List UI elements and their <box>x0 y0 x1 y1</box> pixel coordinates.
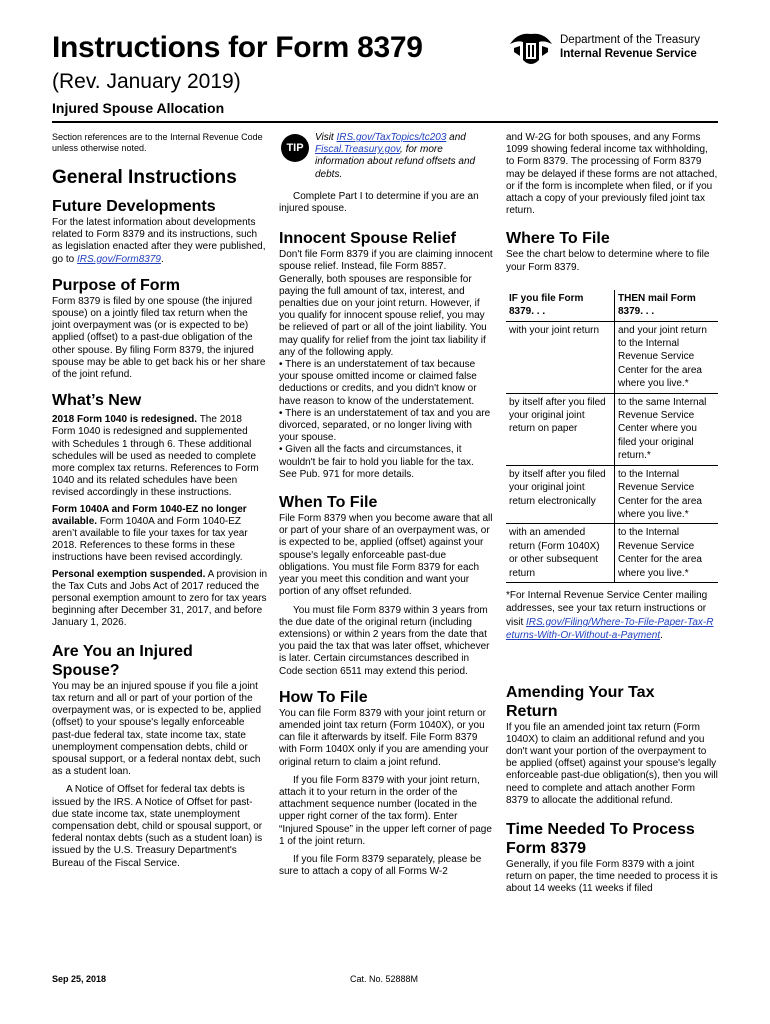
footer-cat-number: Cat. No. 52888M <box>350 974 419 984</box>
bullet-text: There is an understatement of tax because your spouse omitted income or claimed false deductions or credits, and you didn't know or have reason to know of the understatement. <box>279 359 477 407</box>
when-to-file-text-2: You must file Form 8379 within 3 years from the due date of the original return (including extensions) or within 2 years from the date that you paid the tax that was later offset, whichever is later. Certain circumstances described in Code section 6511 may extend this period. <box>279 604 490 677</box>
tip-and: and <box>449 132 466 143</box>
future-developments-text: For the latest information about developments related to Form 8379 and its instructions, such as legislation enacted after they were published, go to IRS.gov/Form8379. <box>52 217 266 265</box>
how-to-file-text-1: You can file Form 8379 with your joint return or amended joint tax return (Form 1040X), or you can file it afterwards by itself. File Form 8379 with Form 1040X only if you are amending your original return to claim a joint refund. <box>279 707 489 768</box>
new-item-1-text: The 2018 Form 1040 is redesigned and supplemented with Schedules 1 through 6. These additional schedules will be used as needed to complete more complex tax returns. References to Form 1040 and its related schedules have been revised accordingly in these instructions. <box>52 414 259 499</box>
table-row <box>506 524 718 583</box>
when-to-file-heading: When To File <box>279 494 378 512</box>
column-2 <box>279 132 493 878</box>
whats-new-heading: What’s New <box>52 392 142 410</box>
bullet-text: There is an understatement of tax and you are divorced, separated, or no longer living with your spouse. <box>279 407 491 444</box>
tip-block <box>279 132 493 181</box>
form-title: Instructions for Form 8379 <box>52 31 423 64</box>
footnote-text: *For Internal Revenue Service Center mailing addresses, see your tax return instructions or visit <box>506 589 708 628</box>
table-cell: to the Internal Revenue Service Center for the area where you live.* <box>618 527 702 579</box>
new-item-exemption <box>52 569 268 630</box>
tax-topics-link[interactable]: IRS.gov/TaxTopics/tc203 <box>336 132 447 143</box>
form-subtitle: Injured Spouse Allocation <box>52 100 225 116</box>
bullet-item <box>279 408 493 445</box>
new-item-1040a-ez <box>52 504 268 565</box>
how-to-file-heading: How To File <box>279 688 368 706</box>
revision-line: (Rev. January 2019) <box>52 70 241 93</box>
table-cell: to the same Internal Revenue Service Center where you filed your original return.* <box>618 396 707 462</box>
table-cell: with an amended return (Form 1040X) or other subsequent return <box>506 524 615 583</box>
bullet-glyph: • <box>279 359 283 371</box>
injured-spouse-text-1: You may be an injured spouse if you file a joint tax return and all or part of your portion of the overpayment was, or is expected to be, applied (offset) to your spouse's legally enforceable past-due federal tax, state income tax, state unemployment compensation debts, child or spousal support, or a federal nontax debt, such as a student loan. <box>52 680 262 778</box>
table-row <box>506 465 718 524</box>
fiscal-treasury-link[interactable]: Fiscal.Treasury.gov <box>315 144 401 156</box>
bullet-glyph: • <box>279 407 283 419</box>
table-cell: by itself after you filed your original joint return electronically <box>506 465 615 524</box>
where-to-file-table <box>506 290 718 583</box>
complete-part-i-text: Complete Part I to determine if you are an injured spouse. <box>279 190 479 215</box>
new-item-3-title: Personal exemption suspended. <box>52 568 206 580</box>
table-footnote: *For Internal Revenue Service Center mailing addresses, see your tax return instructions or visit IRS.gov/Filing/Where-To-File-Paper-Tax-Returns-With-Or-Without-a-Payment. <box>506 589 714 642</box>
amending-heading: Amending Your Tax Return <box>506 683 655 720</box>
new-item-2-text: Form 1040A and Form 1040-EZ aren’t available to file your taxes for tax year 2018. References to these forms in these instructions have been revised accordingly. <box>52 515 248 564</box>
header-rule <box>52 121 718 123</box>
section-reference-note: Section references are to the Internal Revenue Code unless otherwise noted. <box>52 132 263 153</box>
column-3 <box>506 132 718 896</box>
new-item-1040-redesign <box>52 414 268 499</box>
innocent-spouse-heading: Innocent Spouse Relief <box>279 230 456 248</box>
general-instructions-heading: General Instructions <box>52 167 237 188</box>
where-to-file-text: See the chart below to determine where to file your Form 8379. <box>506 249 710 273</box>
table-header-if: IF you file Form 8379. . . <box>506 290 615 321</box>
tip-icon: TIP <box>281 134 309 162</box>
w2-continuation-text: and W-2G for both spouses, and any Forms 1099 showing federal income tax withholding, to Form 8379. The processing of Form 8379 may be delayed if these forms are not attached, or if the form is incomplete when filed, or if you attach a copy of your previously filed joint tax return. <box>506 132 718 217</box>
table-cell: by itself after you filed your original joint return on paper <box>506 393 615 465</box>
agency-line-2: Internal Revenue Service <box>560 48 697 60</box>
how-to-file-text-2: If you file Form 8379 with your joint return, attach it to your return in the order of the attachment sequence number (located in the upper right corner of the tax form). Enter “Injured Spouse” in the upper left corner of page 1 of the joint return. <box>279 774 492 847</box>
future-text: For the latest information about developments related to Form 8379 and its instructions, such as legislation enacted after they were published, go to <box>52 217 266 265</box>
agency-line-1: Department of the Treasury <box>560 34 700 46</box>
time-needed-heading: Time Needed To Process Form 8379 <box>506 821 695 857</box>
bullet-item <box>279 359 493 408</box>
new-item-2-title: Form 1040A and Form 1040-EZ no longer available. <box>52 503 247 527</box>
table-cell: to the Internal Revenue Service Center for the area where you live.* <box>618 468 702 520</box>
injured-spouse-text-2: A Notice of Offset for federal tax debts is issued by the IRS. A Notice of Offset for past-due state income tax, state unemployment compensation debt, child or spousal support, or federal nontax debts (such as a student loan) is issued by the U.S. Treasury Department's Bureau of the Fiscal Service. <box>52 784 263 869</box>
irs-eagle-logo-icon <box>506 30 556 70</box>
bullet-text: Given all the facts and circumstances, it wouldn't be fair to hold you liable for the tax. <box>279 444 474 468</box>
tip-text <box>315 132 493 181</box>
injured-spouse-heading: Are You an Injured Spouse? <box>52 642 193 679</box>
amending-text: If you file an amended joint tax return (Form 1040X) to claim an additional refund and you don't want your portion of the overpayment to be applied (offset) against your spouse's legally enforceable past-due obligation(s), then you will need to complete and attach another Form 8379 to allocate the additional refund. <box>506 721 718 806</box>
innocent-spouse-text: Don't file Form 8379 if you are claiming innocent spouse relief. Instead, file Form 8857. Generally, both spouses are responsible for paying the full amount of tax, interest, and penalties due on your joint return. However, if you qualify for innocent spouse relief, you may be relieved of part or all of the joint liability. You may qualify for relief from the joint tax liability if any of the following apply. <box>279 249 493 358</box>
footer-date: Sep 25, 2018 <box>52 974 107 984</box>
new-item-1-title: 2018 Form 1040 is redesigned. <box>52 414 198 426</box>
bullet-glyph: • <box>279 444 283 456</box>
table-header-then: THEN mail Form 8379. . . <box>615 290 719 321</box>
table-cell: and your joint return to the Internal Revenue Service Center for the area where you live.* <box>618 324 707 390</box>
form8379-link[interactable]: IRS.gov/Form8379 <box>77 253 161 265</box>
time-needed-text: Generally, if you file Form 8379 with a joint return on paper, the time needed to process it is about 14 weeks (11 weeks if filed <box>506 859 718 895</box>
where-to-file-heading: Where To File <box>506 230 610 248</box>
how-to-file-text-3: If you file Form 8379 separately, please be sure to attach a copy of all Forms W-2 <box>279 853 482 878</box>
table-header-row <box>506 290 718 321</box>
where-to-file-link[interactable]: IRS.gov/Filing/Where-To-File-Paper-Tax-Returns-With-Or-Without-a-Payment <box>506 616 714 642</box>
table-cell: with your joint return <box>506 321 615 393</box>
tip-suffix: , for more information about refund offsets and debts. <box>315 144 476 180</box>
future-developments-heading: Future Developments <box>52 198 216 215</box>
purpose-heading: Purpose of Form <box>52 276 181 294</box>
when-to-file-text-1: File Form 8379 when you become aware that all or part of your share of an overpayment was, or is expected to be, applied (offset) against your spouse's legally enforceable past-due obligations. You must file Form 8379 for each year you meet this condition and want your portion of any offset refunded. <box>279 513 493 598</box>
pub-971-note: See Pub. 971 for more details. <box>279 468 415 480</box>
bullet-item <box>279 444 493 481</box>
tip-prefix: Visit <box>315 132 334 143</box>
purpose-text: Form 8379 is filed by one spouse (the injured spouse) on a jointly filed tax return when the joint overpayment was (or is expected to be) applied (offset) to a past-due obligation of the other spouse. By filing Form 8379, the injured spouse may be able to get back his or her share of the joint refund. <box>52 295 266 381</box>
new-item-3-text: A provision in the Tax Cuts and Jobs Act of 2017 reduced the personal exemption amount to zero for tax years beginning after December 31, 2017, and before January 1, 2026. <box>52 568 268 629</box>
table-row <box>506 321 718 393</box>
table-row <box>506 393 718 465</box>
column-1 <box>52 132 268 870</box>
